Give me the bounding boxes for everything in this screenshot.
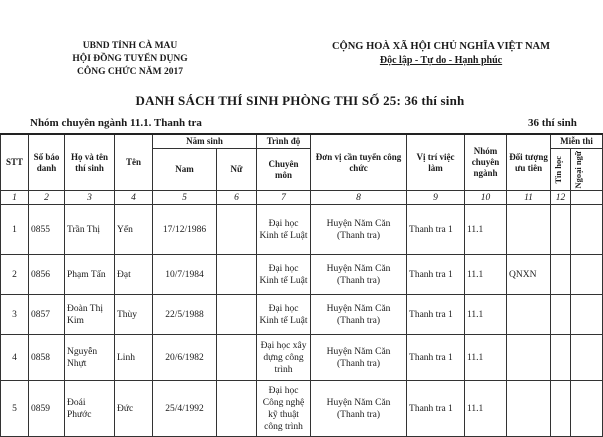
cell-nam: 22/5/1988 <box>153 295 217 335</box>
col-number: 1 <box>1 191 29 205</box>
col-number: 7 <box>257 191 311 205</box>
cell-sbd: 0855 <box>29 205 65 255</box>
cell-tinhoc <box>551 381 571 437</box>
cell-ngoaingu <box>571 295 603 335</box>
cell-nam: 20/6/1982 <box>153 335 217 381</box>
cell-nhom: 11.1 <box>465 255 507 295</box>
col-number: 6 <box>217 191 257 205</box>
col-number: 5 <box>153 191 217 205</box>
cell-nu <box>217 335 257 381</box>
cell-donvi: Huyện Năm Căn (Thanh tra) <box>311 205 407 255</box>
cell-vitri: Thanh tra 1 <box>407 335 465 381</box>
cell-stt: 4 <box>1 335 29 381</box>
header-nu: Nữ <box>217 149 257 191</box>
cell-doituong <box>507 205 551 255</box>
header-mienthi: Miễn thi <box>551 134 603 149</box>
col-number: 10 <box>465 191 507 205</box>
cell-sbd: 0858 <box>29 335 65 381</box>
col-number: 9 <box>407 191 465 205</box>
table-row <box>1 255 603 295</box>
cell-doituong: QNXN <box>507 255 551 295</box>
cell-nhom: 11.1 <box>465 381 507 437</box>
cell-vitri: Thanh tra 1 <box>407 255 465 295</box>
cell-tinhoc <box>551 335 571 381</box>
header-vitri: Vị trí việc làm <box>407 134 465 191</box>
header-hoten: Họ và tên thí sinh <box>65 134 115 191</box>
cell-stt: 2 <box>1 255 29 295</box>
cell-ngoaingu <box>571 205 603 255</box>
cell-doituong <box>507 381 551 437</box>
cell-hoten: Nguyễn Nhựt <box>65 335 115 381</box>
cell-vitri: Thanh tra 1 <box>407 205 465 255</box>
cell-hoten: Phạm Tấn <box>65 255 115 295</box>
cell-hoten: Đoái Phước <box>65 381 115 437</box>
header-stt: STT <box>1 134 29 191</box>
cell-ngoaingu <box>571 255 603 295</box>
header-tinhoc <box>551 149 571 191</box>
candidate-count: 36 thí sinh <box>528 117 577 129</box>
header-doituong: Đối tượng ưu tiên <box>507 134 551 191</box>
header-donvi: Đơn vị cần tuyển công chức <box>311 134 407 191</box>
cell-chuyenmon: Đại học Công nghệ kỹ thuật công trình <box>257 381 311 437</box>
cell-donvi: Huyện Năm Căn (Thanh tra) <box>311 255 407 295</box>
cell-chuyenmon: Đại học Kinh tế Luật <box>257 255 311 295</box>
header-namsinh: Năm sinh <box>153 134 257 149</box>
cell-vitri: Thanh tra 1 <box>407 295 465 335</box>
cell-nu <box>217 381 257 437</box>
header-ngoaingu <box>571 149 603 191</box>
col-number: 3 <box>65 191 115 205</box>
cell-ngoaingu <box>571 381 603 437</box>
col-number: 8 <box>311 191 407 205</box>
header-chuyenmon: Chuyên môn <box>257 149 311 191</box>
document-title: DANH SÁCH THÍ SINH PHÒNG THI SỐ 25: 36 thí sinh <box>135 93 465 108</box>
agency-line-1: UBND TỈNH CÀ MAU <box>82 41 178 51</box>
cell-hoten: Đoàn Thị Kim <box>65 295 115 335</box>
agency-header <box>40 40 220 79</box>
cell-donvi: Huyện Năm Căn (Thanh tra) <box>311 335 407 381</box>
cell-ngoaingu <box>571 335 603 381</box>
cell-ten: Đạt <box>115 255 153 295</box>
header-trinhdo: Trình độ <box>257 134 311 149</box>
cell-hoten: Trần Thị <box>65 205 115 255</box>
cell-nam: 17/12/1986 <box>153 205 217 255</box>
cell-ten: Yến <box>115 205 153 255</box>
cell-nam: 25/4/1992 <box>153 381 217 437</box>
cell-stt: 5 <box>1 381 29 437</box>
cell-sbd: 0859 <box>29 381 65 437</box>
cell-doituong <box>507 295 551 335</box>
column-number-row <box>1 191 603 205</box>
col-number <box>571 191 603 205</box>
header-nhom: Nhóm chuyên ngành <box>465 134 507 191</box>
cell-sbd: 0857 <box>29 295 65 335</box>
national-title: CỘNG HOÀ XÃ HỘI CHỦ NGHĨA VIỆT NAM <box>331 41 551 52</box>
cell-nhom: 11.1 <box>465 295 507 335</box>
cell-stt: 1 <box>1 205 29 255</box>
table-row <box>1 295 603 335</box>
cell-sbd: 0856 <box>29 255 65 295</box>
cell-chuyenmon: Đại học Kinh tế Luật <box>257 295 311 335</box>
cell-stt: 3 <box>1 295 29 335</box>
candidate-table <box>0 133 603 437</box>
cell-vitri: Thanh tra 1 <box>407 381 465 437</box>
cell-nam: 10/7/1984 <box>153 255 217 295</box>
header-sbd: Số báo danh <box>29 134 65 191</box>
table-row <box>1 381 603 437</box>
cell-doituong <box>507 335 551 381</box>
table-row <box>1 205 603 255</box>
group-label: Nhóm chuyên ngành 11.1. Thanh tra <box>30 117 202 129</box>
cell-nu <box>217 255 257 295</box>
cell-ten: Linh <box>115 335 153 381</box>
col-number: 2 <box>29 191 65 205</box>
cell-nu <box>217 205 257 255</box>
cell-tinhoc <box>551 205 571 255</box>
header-ngoaingu-label: Ngoại ngữ <box>573 150 584 189</box>
cell-chuyenmon: Đại học xây dựng công trình <box>257 335 311 381</box>
cell-ten: Đức <box>115 381 153 437</box>
cell-nu <box>217 295 257 335</box>
agency-line-3: CÔNG CHỨC NĂM 2017 <box>77 67 183 77</box>
header-tinhoc-label: Tin học <box>553 155 564 184</box>
national-motto: Độc lập - Tự do - Hạnh phúc <box>379 55 503 66</box>
cell-nhom: 11.1 <box>465 205 507 255</box>
agency-line-2: HỘI ĐỒNG TUYỂN DỤNG <box>72 54 188 64</box>
col-number: 12 <box>551 191 571 205</box>
table-row <box>1 335 603 381</box>
header-ten: Tên <box>115 134 153 191</box>
cell-tinhoc <box>551 255 571 295</box>
col-number: 4 <box>115 191 153 205</box>
cell-chuyenmon: Đại học Kinh tế Luật <box>257 205 311 255</box>
cell-donvi: Huyện Năm Căn (Thanh tra) <box>311 295 407 335</box>
header-nam: Nam <box>153 149 217 191</box>
cell-tinhoc <box>551 295 571 335</box>
cell-nhom: 11.1 <box>465 335 507 381</box>
col-number: 11 <box>507 191 551 205</box>
national-header <box>296 40 586 68</box>
cell-donvi: Huyện Năm Căn (Thanh tra) <box>311 381 407 437</box>
cell-ten: Thùy <box>115 295 153 335</box>
